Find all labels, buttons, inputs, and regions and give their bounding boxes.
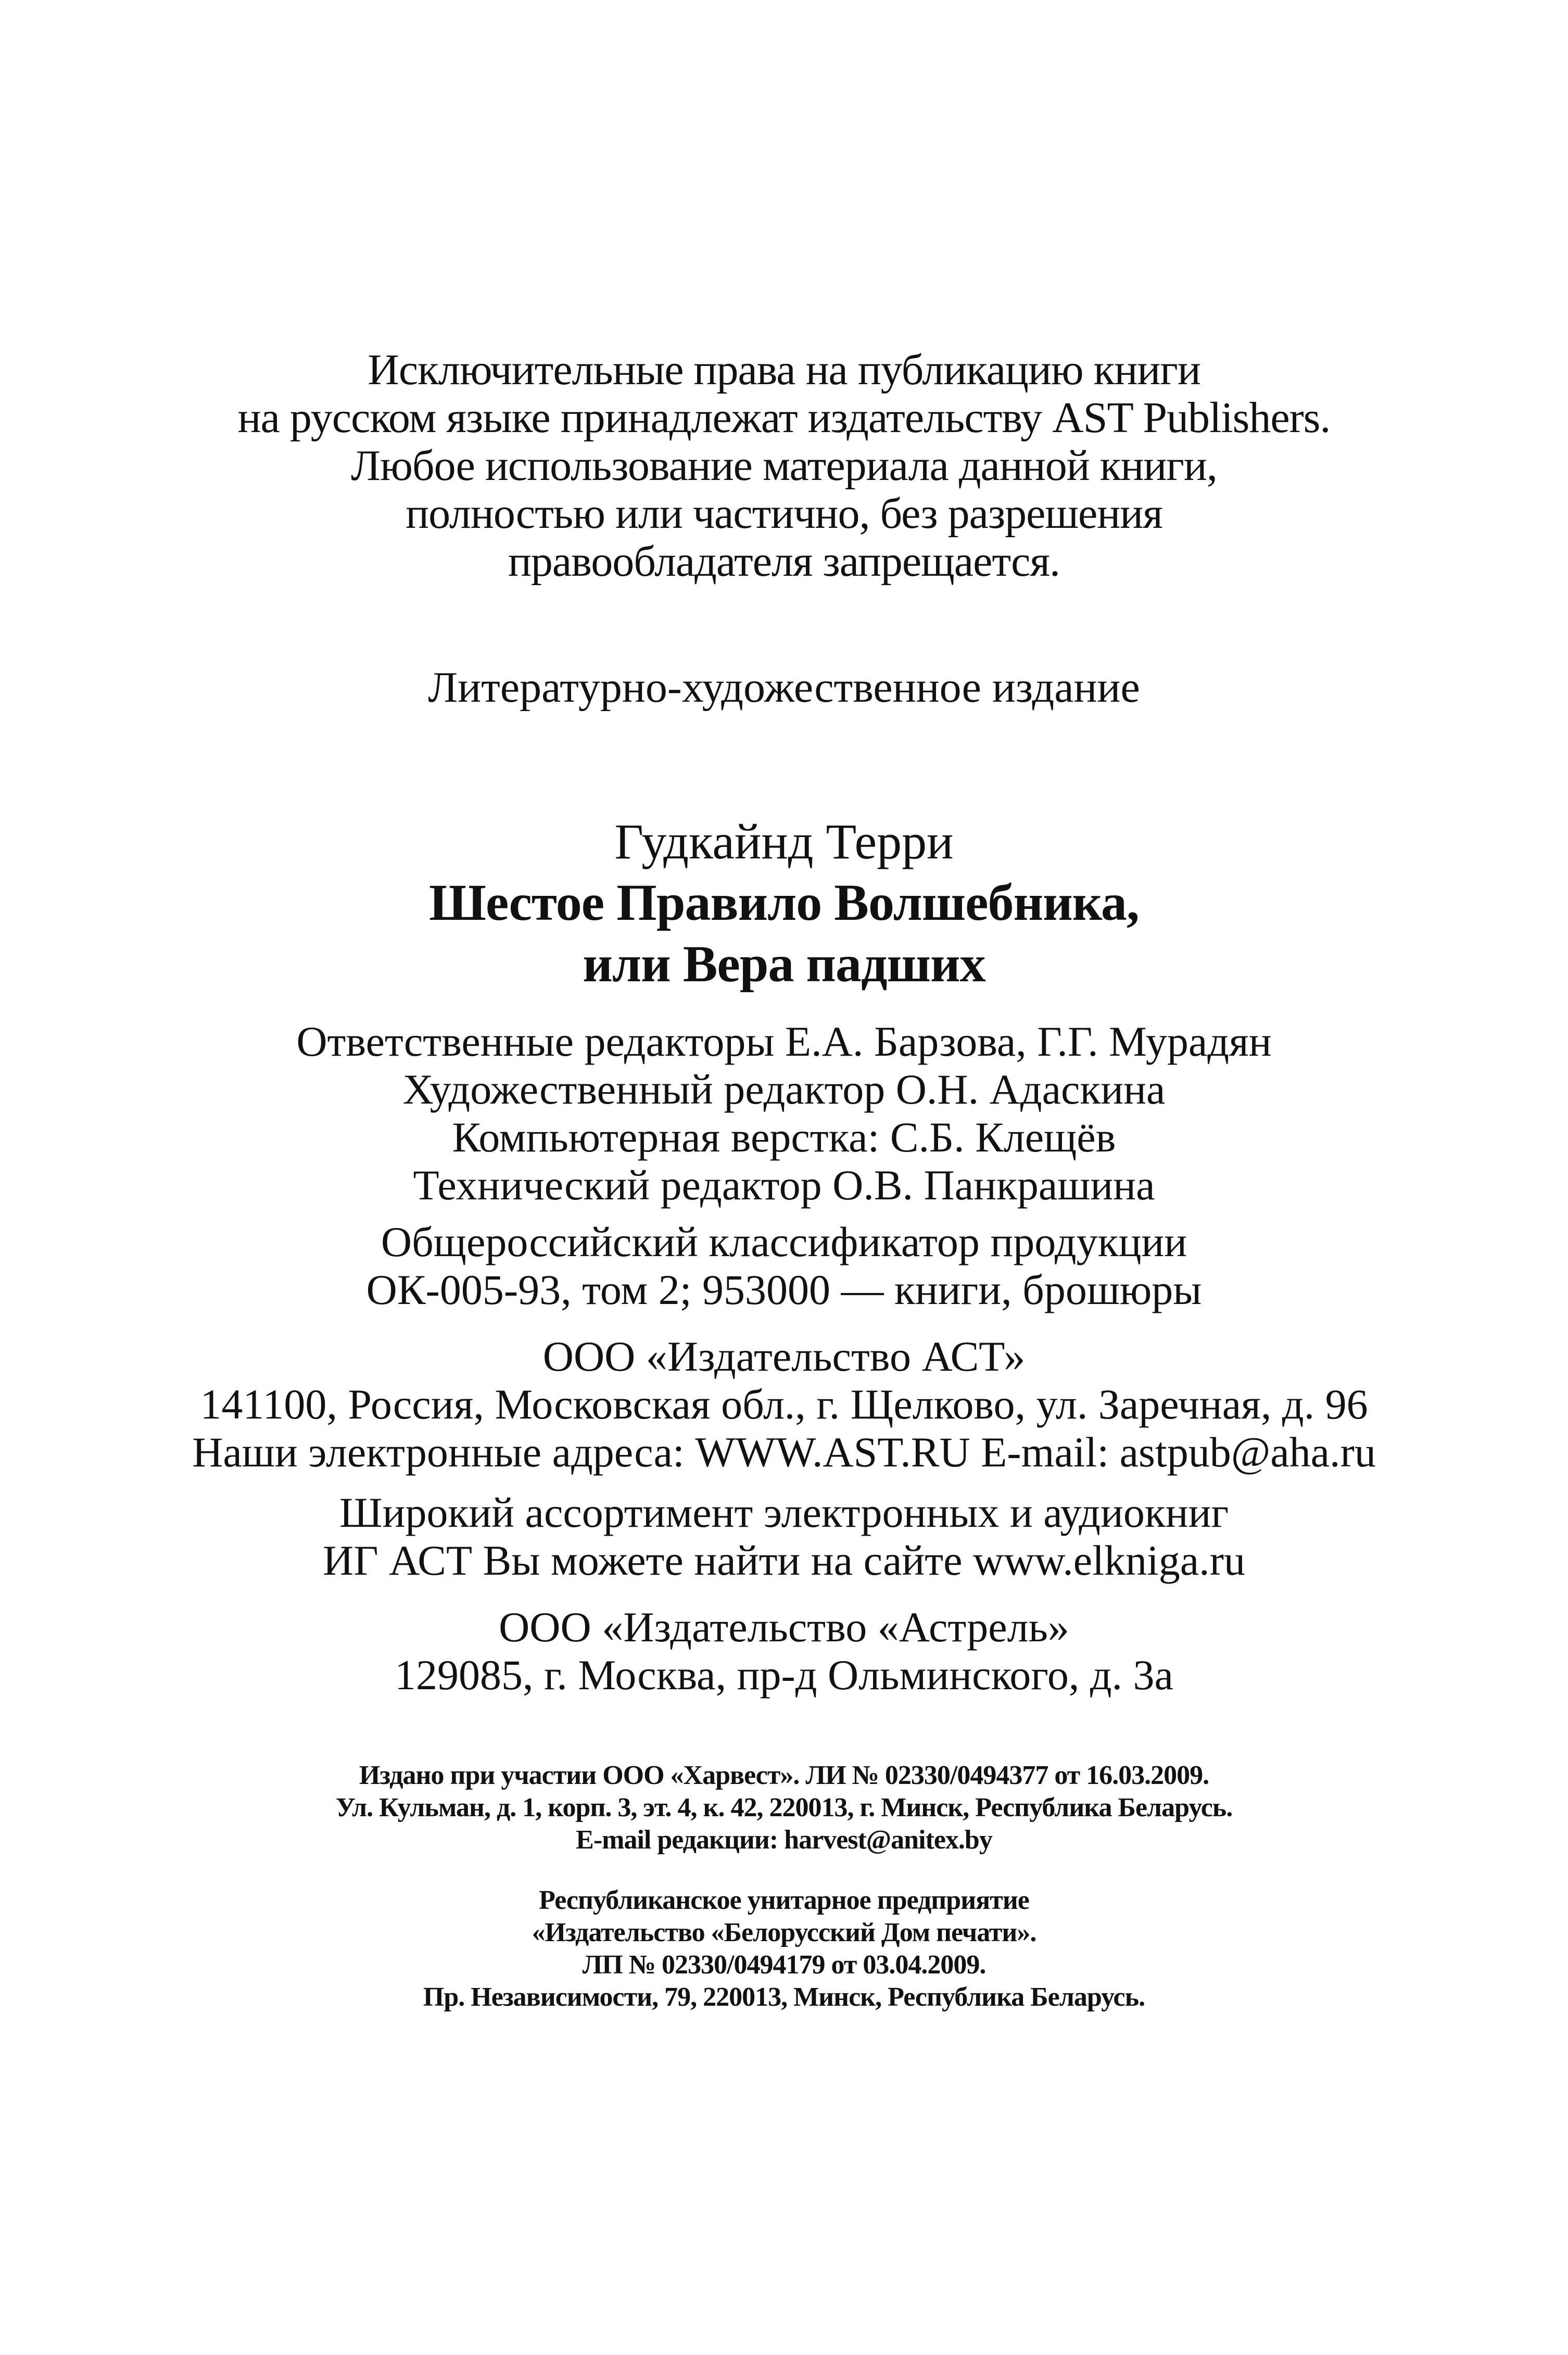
rights-notice-line: на русском языке принадлежат издательству AST Publishers. (237, 394, 1331, 442)
credit-line: Компьютерная верстка: С.Б. Клещёв (452, 1113, 1116, 1161)
credit-line: Технический редактор О.В. Панкрашина (413, 1161, 1155, 1209)
publisher-astrel (0, 1603, 1568, 1699)
printer-harvest (0, 1759, 1568, 1856)
classifier-line: Общероссийский классификатор продукции (381, 1218, 1187, 1265)
ebooks-line: Широкий ассортимент электронных и аудиокниг (339, 1489, 1229, 1536)
harvest-line: Ул. Кульман, д. 1, корп. 3, эт. 4, к. 42, 220013, г. Минск, Республика Беларусь. (335, 1793, 1233, 1822)
harvest-line: E-mail редакции: harvest@anitex.by (576, 1825, 992, 1855)
printing-house-line: ЛП № 02330/0494179 от 03.04.2009. (582, 1950, 986, 1980)
editorial-credits (0, 1018, 1568, 1209)
harvest-line: Издано при участии ООО «Харвест». ЛИ № 02330/0494377 от 16.03.2009. (359, 1761, 1209, 1790)
book-title-line: Шестое Правило Волшебника, (429, 873, 1139, 931)
publisher-contacts: Наши электронные адреса: WWW.AST.RU E-mail: astpub@aha.ru (192, 1428, 1376, 1476)
publisher-name: ООО «Издательство АСТ» (542, 1333, 1026, 1380)
rights-notice-line: Исключительные права на публикацию книги (368, 346, 1200, 394)
rights-notice (0, 346, 1568, 586)
publisher-address: 141100, Россия, Московская обл., г. Щелково, ул. Заречная, д. 96 (200, 1381, 1368, 1428)
astrel-name: ООО «Издательство «Астрель» (499, 1603, 1069, 1651)
classifier-line: ОК-005-93, том 2; 953000 — книги, брошюры (366, 1266, 1202, 1313)
edition-type-text: Литературно-художественное издание (428, 663, 1140, 712)
rights-notice-line: правообладателя запрещается. (508, 537, 1060, 586)
rights-notice-line: полностью или частично, без разрешения (406, 489, 1162, 538)
astrel-address: 129085, г. Москва, пр-д Ольминского, д. 3а (395, 1651, 1173, 1699)
printing-house-line: «Издательство «Белорусский Дом печати». (532, 1918, 1036, 1947)
ebooks-line: ИГ АСТ Вы можете найти на сайте www.elkniga.ru (323, 1537, 1245, 1584)
rights-notice-line: Любое использование материала данной книги, (351, 441, 1217, 490)
credit-line: Ответственные редакторы Е.А. Барзова, Г.Г. Мурадян (296, 1018, 1272, 1065)
book-title-line: или Вера падших (583, 935, 985, 993)
author-name: Гудкайнд Терри (614, 814, 954, 869)
publisher-ast (0, 1333, 1568, 1476)
printing-house-line: Республиканское унитарное предприятие (539, 1885, 1029, 1915)
edition-type (0, 664, 1568, 712)
printing-house (0, 1884, 1568, 2014)
credit-line: Художественный редактор О.Н. Адаскина (402, 1066, 1166, 1113)
product-classifier (0, 1218, 1568, 1314)
book-author (0, 815, 1568, 869)
book-title (0, 872, 1568, 995)
printing-house-line: Пр. Независимости, 79, 220013, Минск, Республика Беларусь. (423, 1982, 1145, 2012)
ebooks-notice (0, 1489, 1568, 1585)
